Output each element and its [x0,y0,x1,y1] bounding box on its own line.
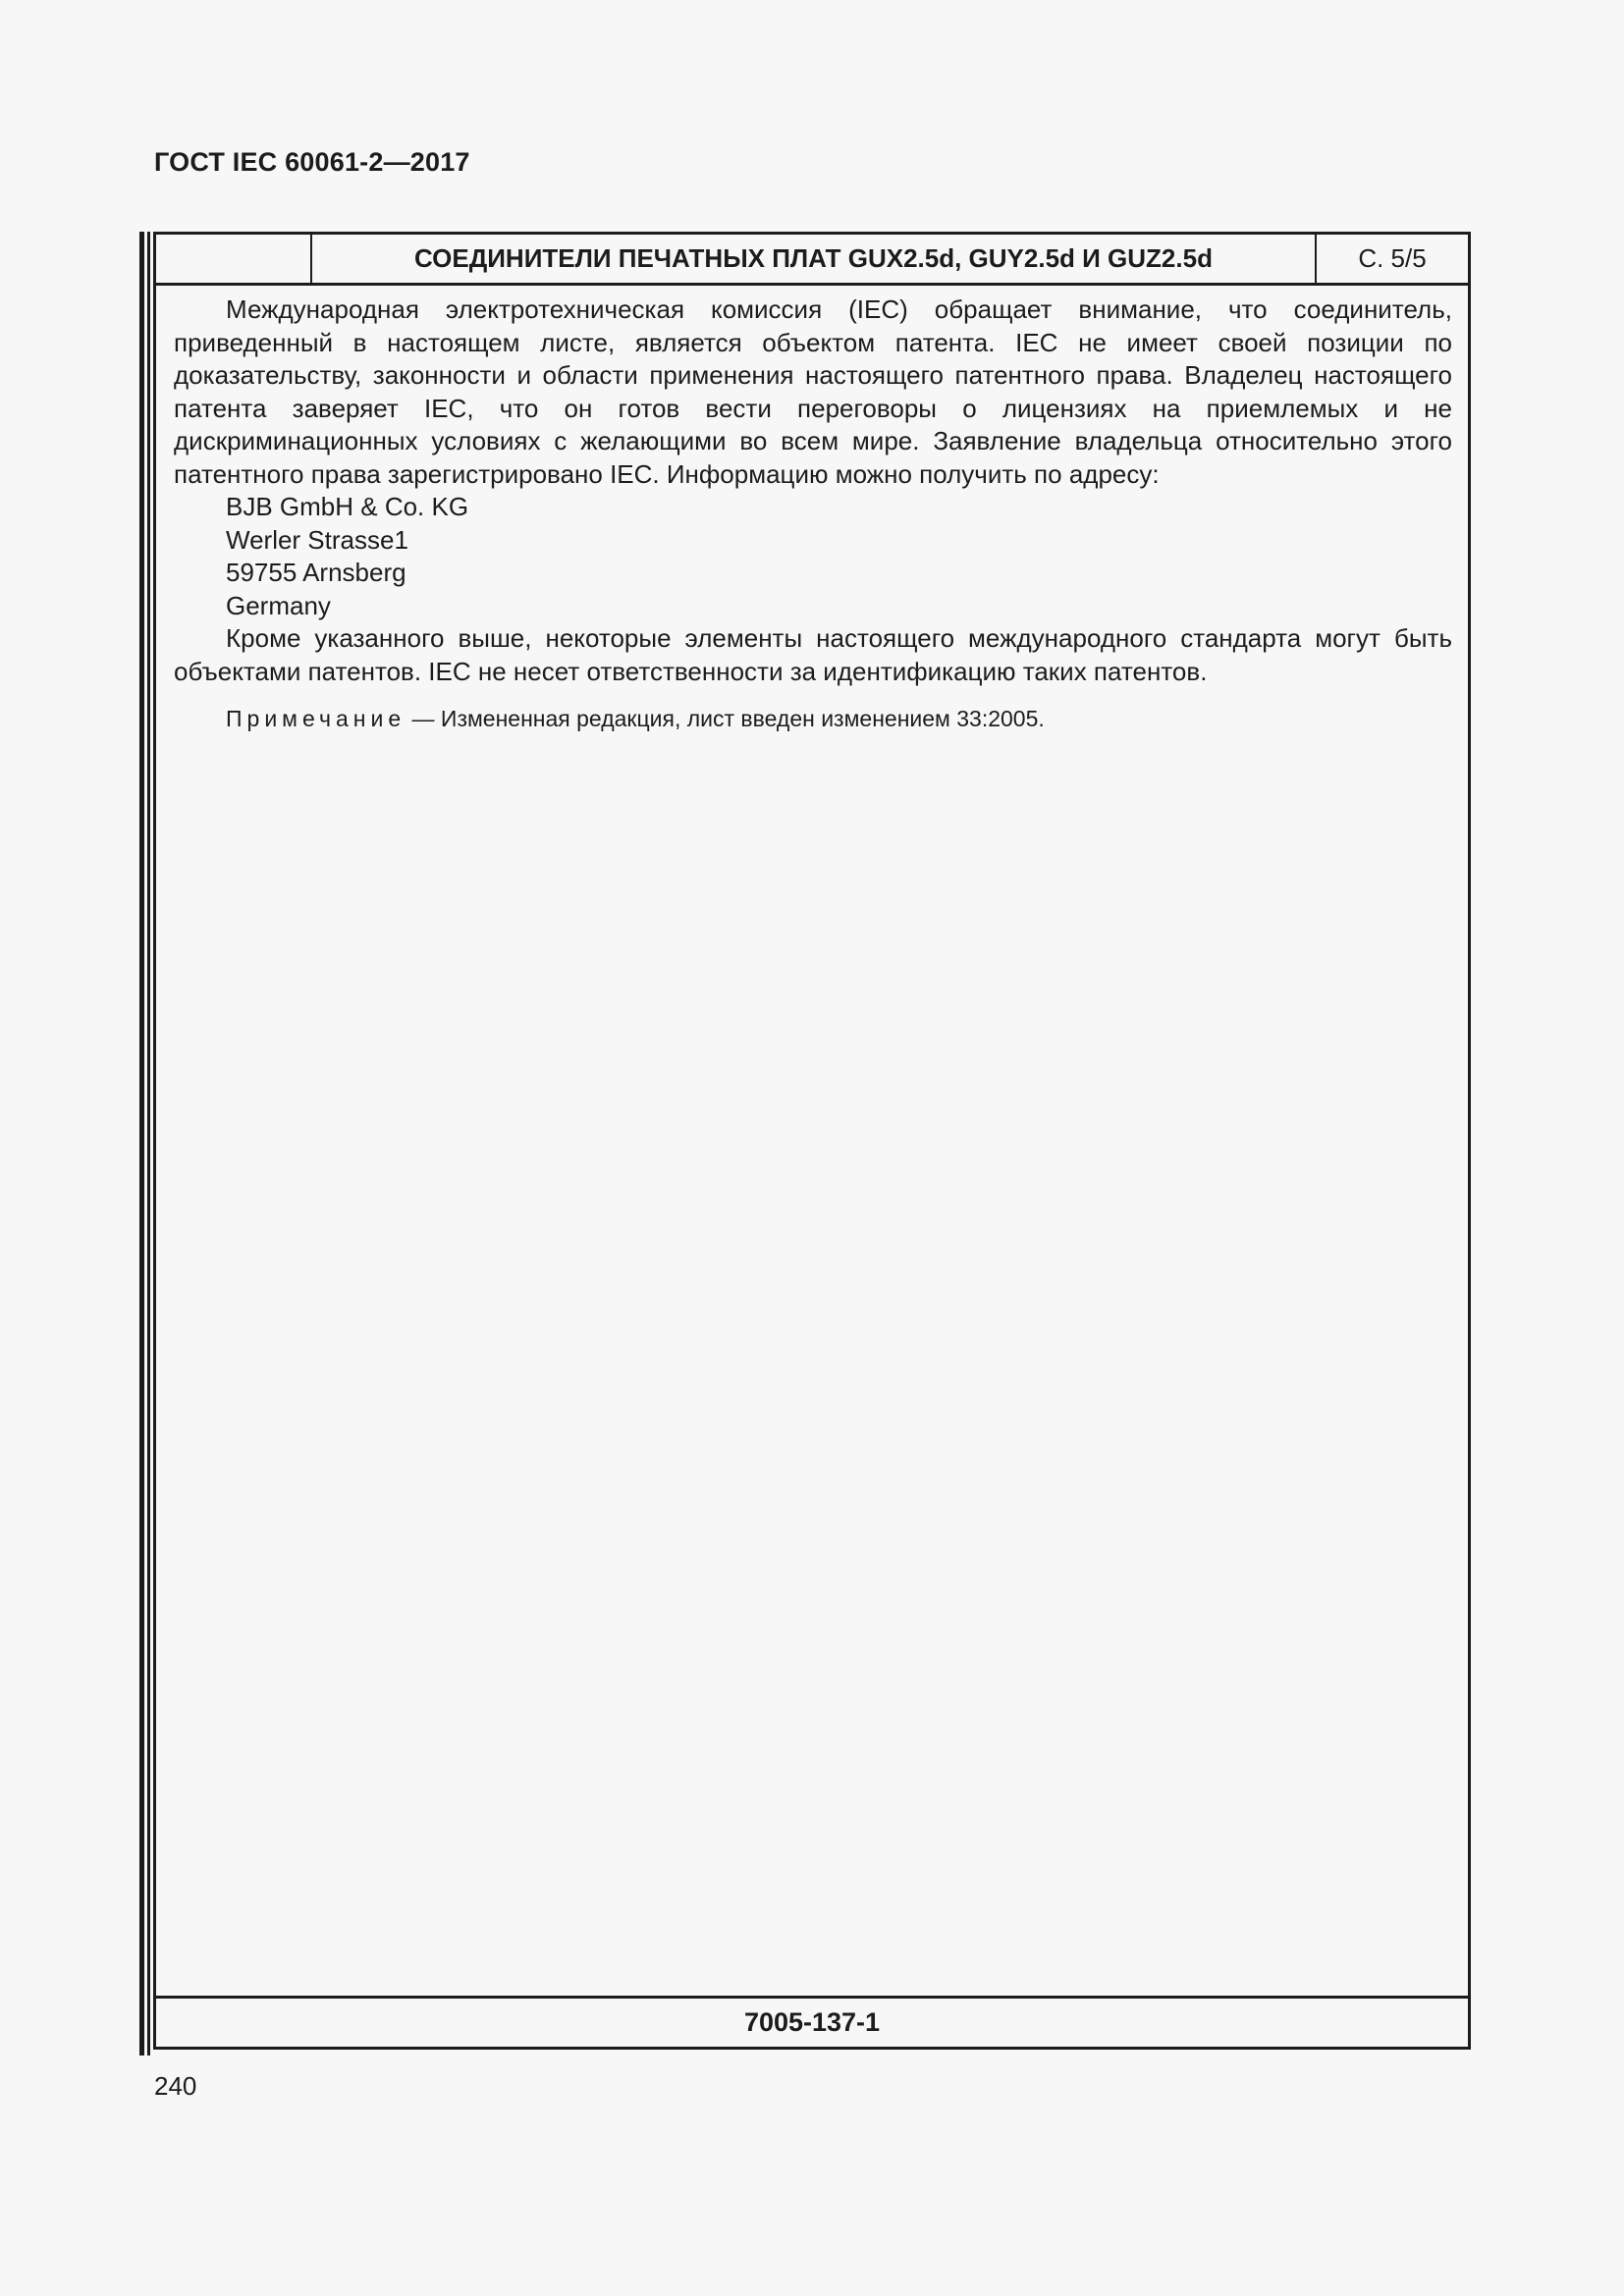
sheet-body [174,294,1452,733]
note-text: Измененная редакция, лист введен изменением 33:2005. [440,706,1045,731]
sheet-number: 7005-137-1 [156,1996,1468,2047]
note [174,704,1452,733]
address-line-street: Werler Strasse1 [226,524,408,555]
note-label: Примечание [226,706,406,731]
standard-code: ГОСТ IEC 60061-2—2017 [154,147,470,177]
page-number: 240 [154,2071,197,2101]
sheet-title-row [156,235,1468,286]
sheet-frame [153,232,1471,2050]
margin-rule-outer [139,232,144,2056]
address-line-city: 59755 Arnsberg [226,558,406,587]
sheet-page-ref: С. 5/5 [1358,243,1427,273]
address-line-country: Germany [226,590,331,620]
margin-rule-inner [147,232,150,2056]
title-blank-cell [156,235,312,283]
disclaimer-paragraph: Кроме указанного выше, некоторые элементы настоящего международного стандарта могут быть объектами патентов. IEC не несет ответственности за идентификацию таких патентов. [174,623,1452,686]
address-line-company: BJB GmbH & Co. KG [226,492,469,521]
patent-paragraph: Международная электротехническая комиссия (IEC) обращает внимание, что соединитель, приведенный в настоящем листе, является объектом патента. IEC не имеет своей позиции по доказательству, законности и области применения настоящего патентного права. Владелец настоящего патента заверяет IEC, что он готов вести переговоры о лицензиях на приемлемых и не дискриминационных условиях с желающими во всем мире. Заявление владельца относительно этого патентного права зарегистрировано IEC. Информацию можно получить по адресу: [174,294,1452,489]
sheet-title: СОЕДИНИТЕЛИ ПЕЧАТНЫХ ПЛАТ GUX2.5d, GUY2.5d И GUZ2.5d [312,235,1317,283]
note-dash: — [406,706,441,731]
